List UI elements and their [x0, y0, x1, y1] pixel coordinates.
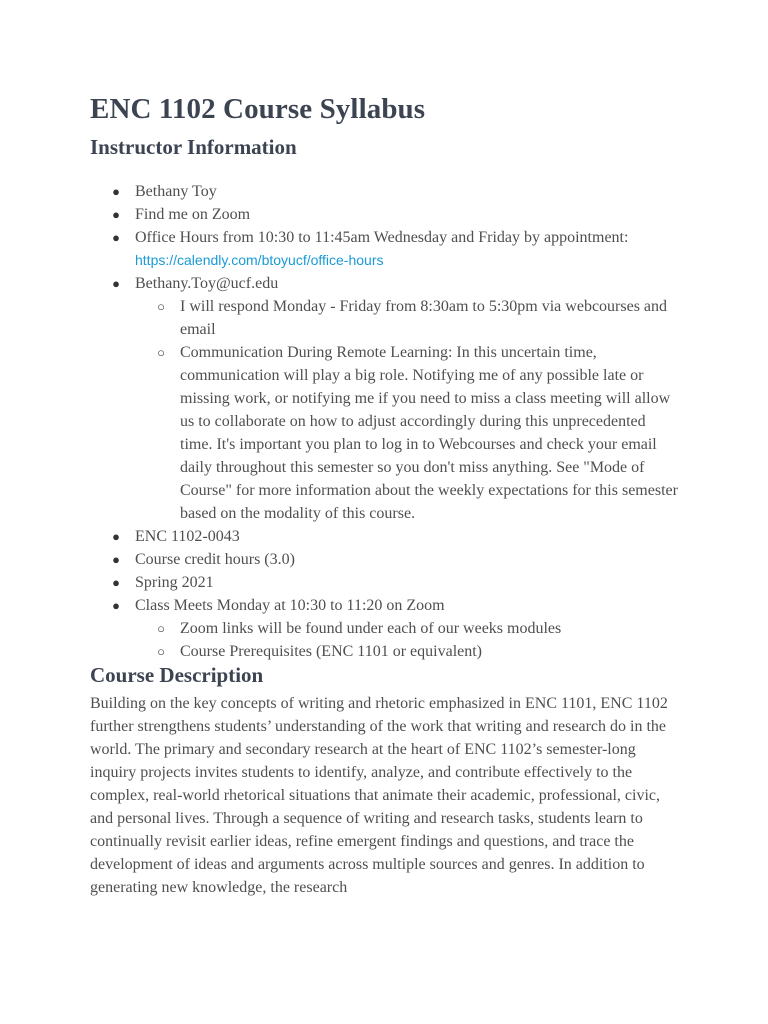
bullet-dot: ●: [112, 230, 120, 245]
prerequisites-text: Course Prerequisites (ENC 1101 or equivalent): [180, 643, 483, 660]
list-item-name: [90, 180, 690, 203]
list-item-office-hours: [90, 226, 690, 272]
bullet-circle: ○: [157, 299, 165, 314]
bullet-dot: ●: [112, 552, 120, 567]
course-section: ENC 1102-0043: [135, 528, 240, 545]
response-time-text: I will respond Monday - Friday from 8:30am to 5:30pm via webcourses and email: [180, 298, 668, 338]
list-item-term: [90, 571, 690, 594]
credit-hours-text: Course credit hours (3.0): [135, 551, 295, 568]
office-hours-text: Office Hours from 10:30 to 11:45am Wednesday and Friday by appointment:: [135, 229, 629, 246]
instructor-list: [90, 180, 690, 663]
page-title: ENC 1102 Course Syllabus: [90, 93, 426, 125]
list-item-email: [90, 272, 690, 295]
remote-communication-text: Communication During Remote Learning: In this uncertain time, communication will play a big role. Notifying me of any possible late or missing work, or notifying me if you need to miss a class meeting will allow us to collaborate on how to adjust accordingly during this unprecedented time. It's important you plan to log in to Webcourses and check your email daily throughout this semester so you don't miss anything. See "Mode of Course" for more information about the weekly expectations for this semester based on the modality of this course.: [180, 344, 678, 522]
zoom-links-text: Zoom links will be found under each of our weeks modules: [180, 620, 562, 637]
course-description-paragraph: Building on the key concepts of writing and rhetoric emphasized in ENC 1101, ENC 1102 further strengthens students’ understanding of the work that writing and research do in the world. The primary and secondary research at the heart of ENC 1102’s semester-long inquiry projects invites students to identify, analyze, and contribute effectively to the complex, real-world rhetorical situations that animate their academic, professional, civic, and personal lives. Through a sequence of writing and research tasks, students learn to continually revisit earlier ideas, refine emergent findings and questions, and trace the development of ideas and arguments across multiple sources and genres. In addition to generating new knowledge, the research: [90, 695, 668, 896]
zoom-text: Find me on Zoom: [135, 206, 251, 223]
sub-item-remote-communication: [90, 341, 690, 525]
instructor-email: Bethany.Toy@ucf.edu: [135, 275, 279, 292]
bullet-dot: ●: [112, 276, 120, 291]
list-item-section: [90, 525, 690, 548]
bullet-dot: ●: [112, 184, 120, 199]
course-description-heading: Course Description: [90, 663, 264, 687]
list-item-meets: [90, 594, 690, 617]
bullet-dot: ●: [112, 575, 120, 590]
bullet-circle: ○: [157, 345, 165, 360]
class-meets-text: Class Meets Monday at 10:30 to 11:20 on Zoom: [135, 597, 445, 614]
instructor-heading: Instructor Information: [90, 135, 297, 159]
bullet-dot: ●: [112, 529, 120, 544]
bullet-dot: ●: [112, 598, 120, 613]
list-item-credit-hours: [90, 548, 690, 571]
sub-item-response-time: [90, 295, 690, 341]
bullet-circle: ○: [157, 621, 165, 636]
sub-item-prerequisites: [90, 640, 690, 663]
bullet-circle: ○: [157, 644, 165, 659]
sub-item-zoom-links: [90, 617, 690, 640]
bullet-dot: ●: [112, 207, 120, 222]
list-item-zoom: [90, 203, 690, 226]
term-text: Spring 2021: [135, 574, 214, 591]
office-hours-link[interactable]: https://calendly.com/btoyucf/office-hours: [135, 252, 384, 268]
instructor-name: Bethany Toy: [135, 183, 217, 200]
